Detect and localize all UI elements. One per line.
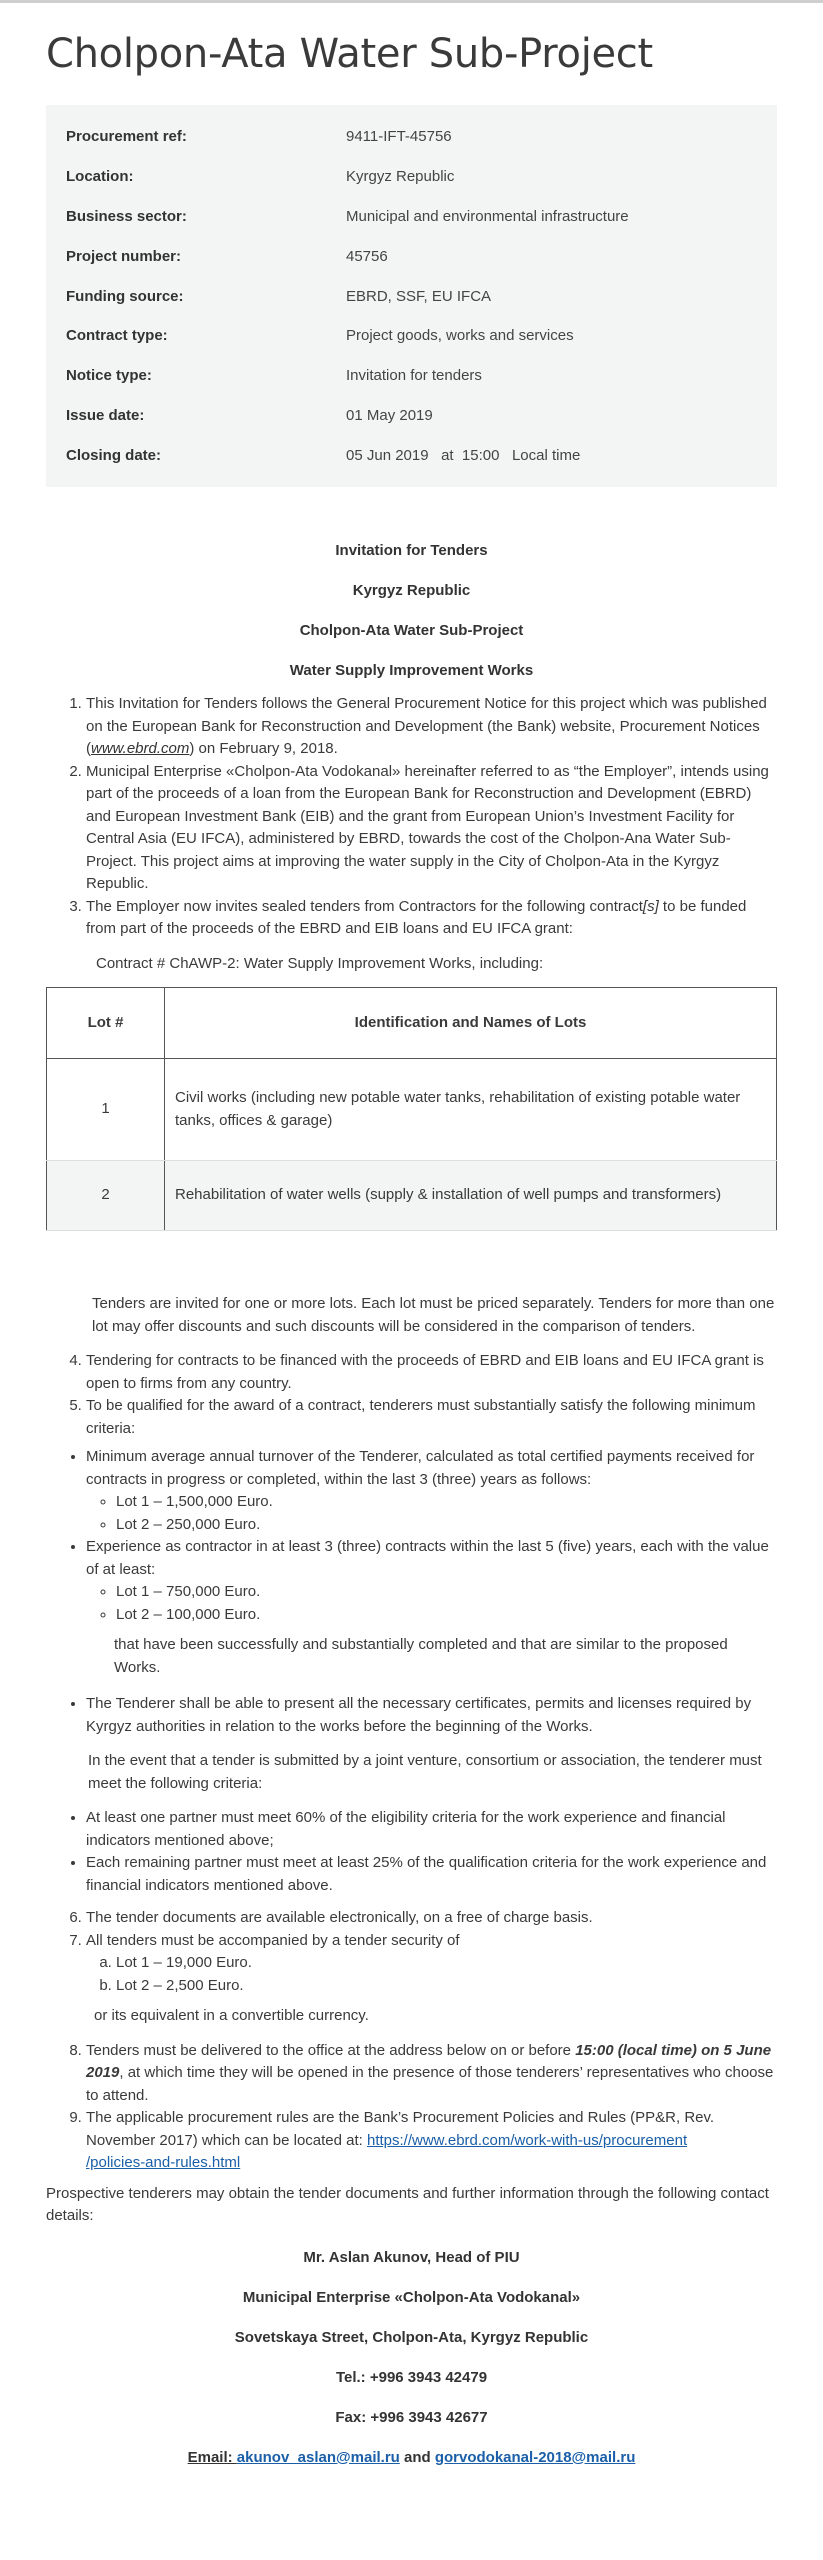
security-list [46,1952,777,1997]
list-item: ◦ Lot 1 – 1,500,000 Euro. [116,1491,777,1514]
col-name: Identification and Names of Lots [165,988,777,1059]
lots-table [46,987,777,1231]
notice-body [46,693,777,2478]
item-5: 5. To be qualified for the award of a contract, tenderers must substantially satisfy the following minimum criteria: [86,1395,777,1440]
criterion-experience: • Experience as contractor in at least 3 (three) contracts within the last 5 (five) years, each with the value of at least: ◦ Lot 1 – 750,000 Euro. ◦ Lot 2 – 100,000 Euro. that have been successfully and substantially completed and that are similar to the proposed Works. [86,1536,777,1679]
item-1: 1. This Invitation for Tenders follows the General Procurement Notice for this project which was published on the European Bank for Reconstruction and Development (the Bank) website, Procurement Notices (www.ebrd.com) on February 9, 2018. [86,693,777,761]
jv-criterion-1: • At least one partner must meet 60% of the eligibility criteria for the work experience and financial indicators mentioned above; [86,1807,777,1852]
turnover-lots [86,1491,777,1536]
top-border [0,0,823,3]
item-3: 3. The Employer now invites sealed tenders from Contractors for the following contract[s] to be funded from part of the proceeds of the EBRD and EIB loans and EU IFCA grant: [86,896,777,941]
prospective-text: Prospective tenderers may obtain the tender documents and further information through the following contact details: [46,2184,769,2225]
items-6-7 [46,1907,777,1952]
list-item: ◦ Lot 2 – 100,000 Euro. [116,1604,777,1627]
heading-works: Water Supply Improvement Works [289,662,534,680]
meta-row-project-number: Project number: 45756 [66,247,388,265]
jv-intro: In the event that a tender is submitted by a joint venture, consortium or association, the tenderer must meet the following criteria: [88,1752,762,1792]
contact-name: Mr. Aslan Akunov, Head of PIU [303,2248,520,2266]
item-9: 9. The applicable procurement rules are the Bank’s Procurement Policies and Rules (PP&R, Rev. November 2017) which can be located at: https://www.ebrd.com/work-with-us/procurement /policies-and-rules.html [86,2107,777,2175]
procurement-rules-link[interactable]: https://www.ebrd.com/work-with-us/procurement /policies-and-rules.html [86,2131,688,2172]
meta-row-notice-type: Notice type: Invitation for tenders [66,367,482,385]
list-item: ◦ Lot 2 – 250,000 Euro. [116,1514,777,1537]
meta-row-contract-type: Contract type: Project goods, works and services [66,327,574,345]
list-item: a. Lot 1 – 19,000 Euro. [116,1952,777,1975]
contact-tel: Tel.: +996 3943 42479 [335,2368,488,2386]
jv-criteria-list [46,1807,777,1897]
page-title: Cholpon-Ata Water Sub-Project [46,31,653,77]
item-8: 8. Tenders must be delivered to the office at the address below on or before 15:00 (local time) on 5 June 2019, at which time they will be opened in the presence of those tenderers’ representatives who choose to attend. [86,2040,777,2108]
meta-row-issue-date: Issue date: 01 May 2019 [66,406,433,424]
table-row: 2 Rehabilitation of water wells (supply & installation of well pumps and transformers) [47,1161,777,1231]
item-6: 6. The tender documents are available electronically, on a free of charge basis. [86,1907,777,1930]
contact-address: Sovetskaya Street, Cholpon-Ata, Kyrgyz Republic [234,2328,589,2346]
meta-row-procurement-ref: Procurement ref: 9411-IFT-45756 [66,128,452,146]
table-row: 1 Civil works (including new potable water tanks, rehabilitation of existing potable water tanks, offices & garage) [47,1059,777,1161]
contact-org: Municipal Enterprise «Cholpon-Ata Vodokanal» [242,2288,581,2306]
email-link-1[interactable]: akunov_aslan@mail.ru [236,2448,400,2466]
criterion-certificates: • The Tenderer shall be able to present all the necessary certificates, permits and licenses required by Kyrgyz authorities in relation to the works before the beginning of the Works. [86,1693,777,1738]
email-link-2[interactable]: gorvodokanal-2018@mail.ru [434,2448,636,2466]
list-item: b. Lot 2 – 2,500 Euro. [116,1975,777,1998]
lots-table-header [47,988,777,1059]
tenders-invited-text: Tenders are invited for one or more lots. Each lot must be priced separately. Tenders for more than one lot may offer discounts and such discounts will be considered in the comparison of tenders. [92,1295,775,1335]
meta-row-funding-source: Funding source: EBRD, SSF, EU IFCA [66,287,492,305]
notice-details-panel [46,105,777,487]
meta-row-location: Location: Kyrgyz Republic [66,168,455,186]
heading-project: Cholpon-Ata Water Sub-Project [299,622,524,640]
col-lot: Lot # [47,988,165,1059]
ebrd-link[interactable]: www.ebrd.com [91,740,190,758]
item-7: 7. All tenders must be accompanied by a tender security of [86,1930,777,1953]
jv-criterion-2: • Each remaining partner must meet at least 25% of the qualification criteria for the work experience and financial indicators mentioned above. [86,1852,777,1897]
contact-fax: Fax: +996 3943 42677 [335,2408,488,2426]
items-8-9 [46,2040,777,2175]
criterion-turnover: • Minimum average annual turnover of the Tenderer, calculated as total certified payments received for contracts in progress or completed, within the last 3 (three) years as follows: ◦ Lot 1 – 1,500,000 Euro. ◦ Lot 2 – 250,000 Euro. [86,1446,777,1536]
item-2: 2. Municipal Enterprise «Cholpon-Ata Vodokanal» hereinafter referred to as “the Employer”, intends using part of the proceeds of a loan from the European Bank for Reconstruction and Development (EBRD) and European Investment Bank (EIB) and the grant from European Union’s Investment Facility for Central Asia (EU IFCA), administered by EBRD, towards the cost of the Cholpon-Ana Water Sub-Project. This project aims at improving the water supply in the City of Cholpon-Ata in the Kyrgyz Republic. [86,761,777,896]
criteria-list [46,1446,777,1738]
experience-note: that have been successfully and substantially completed and that are similar to the proposed Works. [114,1636,728,1676]
contract-line: Contract # ChAWP-2: Water Supply Improvement Works, including: [96,954,544,972]
list-item: ◦ Lot 1 – 750,000 Euro. [116,1581,777,1604]
security-note: or its equivalent in a convertible currency. [94,2007,369,2025]
item-4: 4. Tendering for contracts to be financed with the proceeds of EBRD and EIB loans and EU IFCA grant is open to firms from any country. [86,1350,777,1395]
items-4-5 [46,1350,777,1440]
items-1-3 [46,693,777,941]
meta-row-business-sector: Business sector: Municipal and environmental infrastructure [66,207,629,225]
heading-invitation: Invitation for Tenders [335,542,488,560]
experience-lots [86,1581,777,1626]
heading-country: Kyrgyz Republic [352,582,471,600]
meta-row-closing-date: Closing date: 05 Jun 2019 at 15:00 Local time [66,446,581,464]
contact-email: Email: akunov_aslan@mail.ru and gorvodokanal-2018@mail.ru [187,2448,636,2466]
